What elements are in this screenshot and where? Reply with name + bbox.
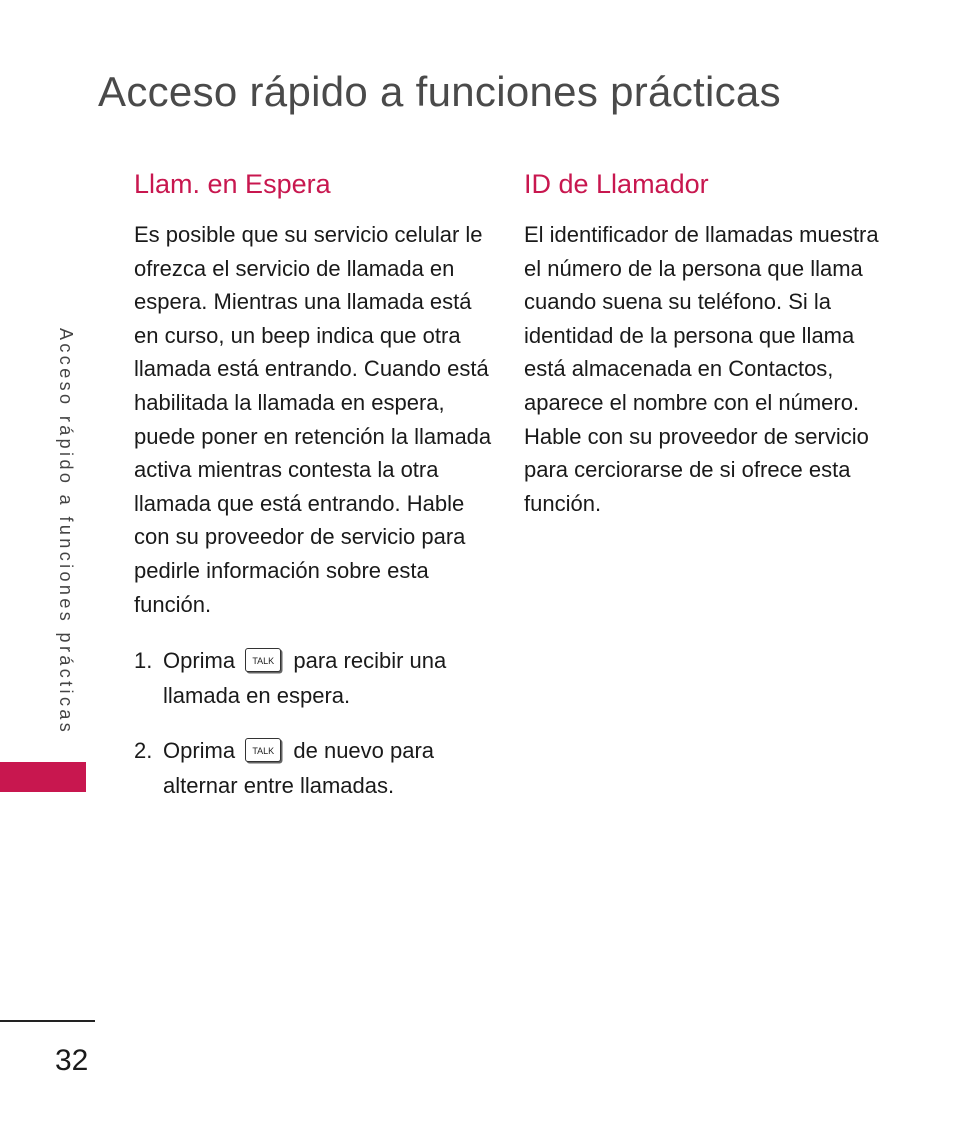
page-title: Acceso rápido a funciones prácticas: [98, 68, 781, 115]
step-item: [134, 733, 494, 803]
step-item: [134, 643, 494, 713]
step-number: 2.: [134, 738, 153, 764]
step-number: 1.: [134, 648, 153, 674]
footer-divider: [0, 1020, 95, 1022]
step-text-before: Oprima: [163, 738, 236, 764]
caller-id-description: El identificador de llamadas muestra el número de la persona que llama cuando suena su teléfono. Si la identidad de la persona que llama está almacenada en Contactos, aparece el nombre con el número. Hable con su proveedor de servicio para cerciorarse de si ofrece esta función.: [524, 222, 879, 516]
talk-key-icon: TALK: [245, 648, 281, 672]
call-waiting-heading: Llam. en Espera: [134, 169, 331, 199]
side-section-label: Acceso rápido a funciones prácticas: [56, 328, 76, 736]
call-waiting-section: [134, 164, 494, 823]
call-waiting-steps: [134, 643, 494, 803]
talk-key-icon: TALK: [245, 738, 281, 762]
call-waiting-description: Es posible que su servicio celular le ofrezca el servicio de llamada en espera. Mientras una llamada está en curso, un beep indica que otra llamada está entrando. Cuando está habilitada la llamada en espera, puede poner en retención la llamada activa mientras contesta la otra llamada que está entrando. Hable con su proveedor de servicio para pedirle información sobre esta función.: [134, 222, 492, 617]
step-text-before: Oprima: [163, 648, 236, 674]
page-number: 32: [55, 1044, 89, 1077]
caller-id-heading: ID de Llamador: [524, 169, 709, 199]
section-tab-marker: [0, 762, 86, 792]
step-text-after: para recibir una llamada en espera.: [163, 648, 447, 709]
caller-id-section: [524, 164, 884, 520]
step-text-after: de nuevo para alternar entre llamadas.: [163, 738, 435, 799]
